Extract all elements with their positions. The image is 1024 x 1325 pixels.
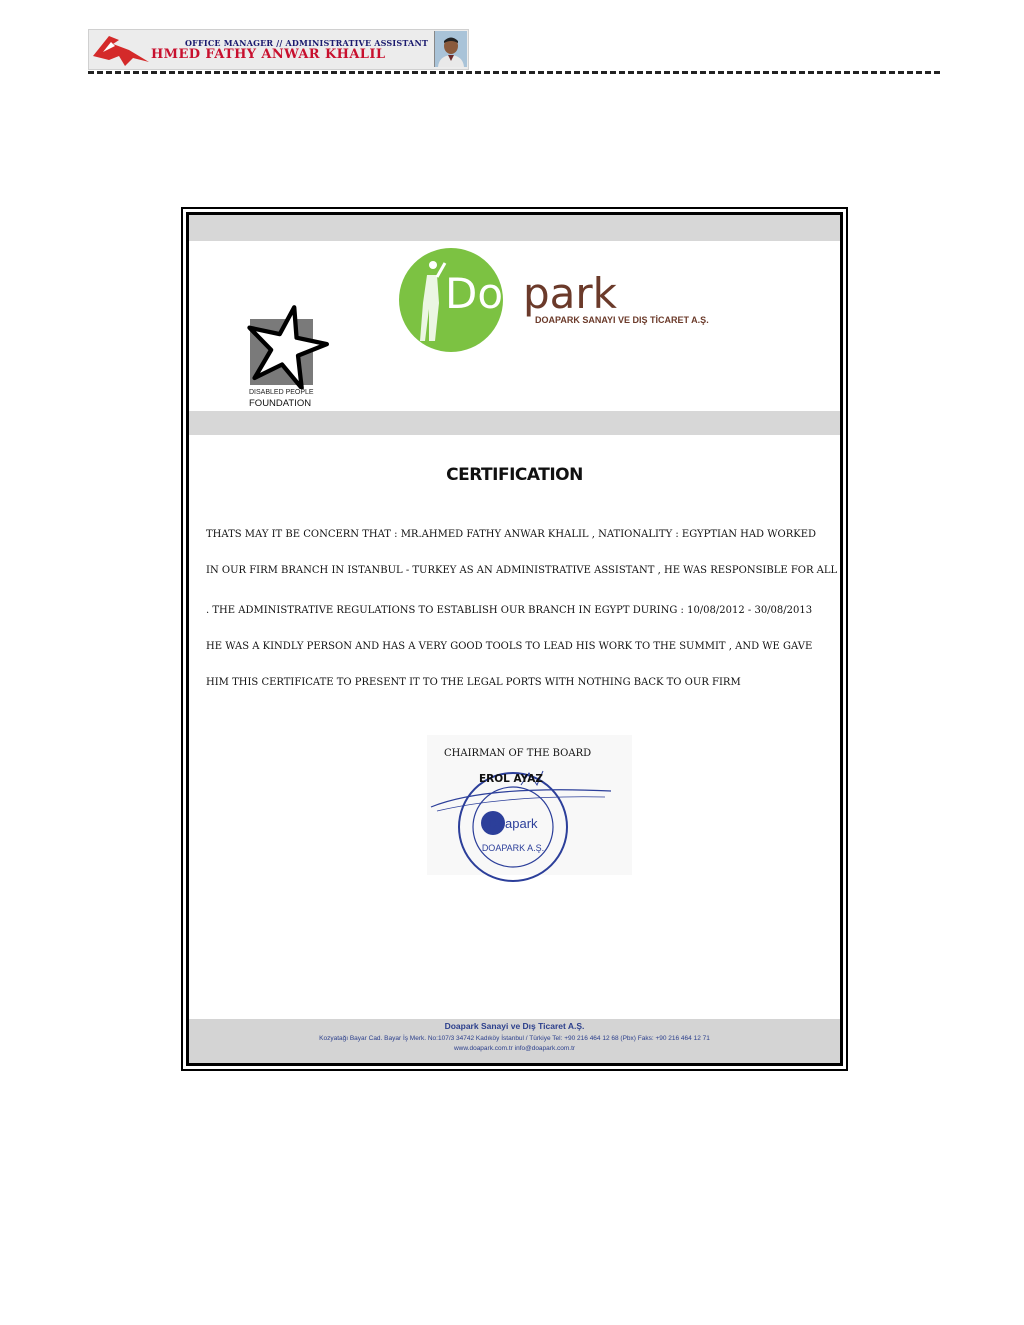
certificate-line-3: . THE ADMINISTRATIVE REGULATIONS TO ESTABLISH OUR BRANCH IN EGYPT DURING : 10/08/2012 - 30/08/2013 [206, 605, 813, 616]
stamp-company-text: DOAPARK A.Ş. [481, 843, 545, 853]
middle-band [189, 411, 840, 435]
top-band [189, 215, 840, 241]
footer-company-name: Doapark Sanayi ve Dış Ticaret A.Ş. [444, 1021, 585, 1031]
stamp-center-text: Doapark [488, 816, 538, 831]
foundation-label-line2: FOUNDATION [249, 398, 312, 409]
profile-photo [434, 31, 467, 67]
person-name: HMED FATHY ANWAR KHALIL [151, 47, 386, 62]
logo-word-park: park [523, 269, 617, 318]
certificate-line-5: HIM THIS CERTIFICATE TO PRESENT IT TO THE LEGAL PORTS WITH NOTHING BACK TO OUR FIRM [206, 677, 741, 688]
footer-band [189, 1019, 840, 1063]
signer-name: EROL AYAZ [479, 773, 543, 785]
certificate-frame [181, 207, 848, 1071]
footer-address: Kozyatağı Bayar Cad. Bayar İş Merk. No:107/3 34742 Kadıköy İstanbul / Türkiye Tel: +90 216 464 12 68 (Pbx) Faks: +90 216 464 12 71 [319, 1035, 710, 1042]
certificate-title: CERTIFICATION [446, 465, 583, 485]
star-icon [243, 303, 329, 389]
certificate-line-2: IN OUR FIRM BRANCH IN ISTANBUL - TURKEY AS AN ADMINISTRATIVE ASSISTANT , HE WAS RESPONSIBLE FOR ALL [206, 565, 838, 576]
certificate-line-4: HE WAS A KINDLY PERSON AND HAS A VERY GOOD TOOLS TO LEAD HIS WORK TO THE SUMMIT , AND WE GAVE [206, 641, 813, 652]
certificate-line-1: THATS MAY IT BE CONCERN THAT : MR.AHMED FATHY ANWAR KHALIL , NATIONALITY : EGYPTIAN HAD WORKED [206, 529, 817, 540]
foundation-label-line1: DISABLED PEOPLE [249, 389, 314, 396]
eagle-logo-icon [89, 30, 153, 69]
header-divider [88, 71, 940, 74]
certificate-page [186, 212, 843, 1066]
logo-company-subtitle: DOAPARK SANAYI VE DIŞ TİCARET A.Ş. [535, 315, 709, 325]
resume-header-banner [88, 29, 469, 70]
footer-web-contact: www.doapark.com.tr info@doapark.com.tr [453, 1045, 576, 1052]
signer-role: CHAIRMAN OF THE BOARD [444, 748, 592, 759]
job-title: OFFICE MANAGER // ADMINISTRATIVE ASSISTANT [185, 38, 429, 48]
logo-word-doa: Doa [445, 269, 529, 318]
